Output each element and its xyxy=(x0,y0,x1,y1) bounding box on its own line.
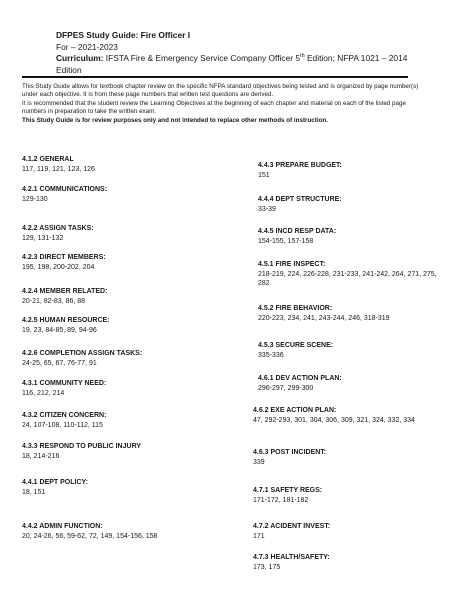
objective-pages: 171-172, 181-182 xyxy=(253,496,309,504)
objective-item xyxy=(22,411,106,430)
intro-p1: This Study Guide allows for textbook chapter review on the specific NFPA standard objectives being tested and is organized by page number(s) under each objective. It is from these page numbers that written test questions are derived. xyxy=(22,83,419,99)
objective-pages: 18, 214-216 xyxy=(22,452,60,460)
objective-item xyxy=(22,379,106,398)
objective-item xyxy=(258,161,342,180)
objective-title: 4.5.2 FIRE BEHAVIOR: xyxy=(258,305,333,312)
objective-pages: 20-21, 82-83, 86, 88 xyxy=(22,297,86,305)
objective-pages: 116, 212, 214 xyxy=(22,389,65,397)
document-title: DFPES Study Guide: Fire Officer I xyxy=(56,30,191,40)
objective-item xyxy=(22,253,106,272)
objective-item xyxy=(258,260,438,289)
objective-item xyxy=(22,349,142,368)
objective-pages: 335-336 xyxy=(258,351,284,359)
objective-title: 4.1.2 GENERAL xyxy=(22,156,74,163)
intro-p2: It is recommended that the student review the Learning Objectives at the beginning of each chapter and material on each of the listed page numbers in preparation to take the written exam. xyxy=(22,99,406,116)
objective-pages: 24-25, 65, 67, 76-77, 91 xyxy=(22,359,97,367)
objective-title: 4.7.3 HEALTH/SAFETY: xyxy=(253,554,330,561)
objective-title: 4.2.1 COMMUNICATIONS: xyxy=(22,186,108,193)
objective-title: 4.2.5 HUMAN RESOURCE: xyxy=(22,317,110,324)
objective-item xyxy=(258,374,342,393)
objective-item xyxy=(22,522,207,541)
objective-title: 4.4.1 DEPT POLICY: xyxy=(22,479,88,486)
objective-item xyxy=(22,442,141,461)
objective-item xyxy=(22,224,94,243)
for-line: For – 2021-2023 xyxy=(56,41,118,52)
objective-title: 4.2.6 COMPLETION ASSIGN TASKS: xyxy=(22,350,143,357)
objective-item xyxy=(258,304,390,323)
objective-item xyxy=(253,448,326,467)
objective-pages: 195, 198, 200-202, 204 xyxy=(22,263,95,271)
objective-pages: 19, 23, 84-85, 89, 94-96 xyxy=(22,326,97,334)
objective-pages: 220-223, 234, 241, 243-244, 246, 318-319 xyxy=(258,314,390,322)
objective-item xyxy=(253,486,322,505)
objective-pages: 151 xyxy=(258,171,270,179)
objective-title: 4.4.5 INCD RESP DATA: xyxy=(258,228,337,235)
objective-item xyxy=(22,478,88,497)
objective-title: 4.5.1 FIRE INSPECT: xyxy=(258,261,326,268)
objective-title: 4.3.3 RESPOND TO PUBLIC INJURY xyxy=(22,443,142,450)
objective-title: 4.2.4 MEMBER RELATED: xyxy=(22,288,108,295)
objective-pages: 296-297, 299-300 xyxy=(258,384,314,392)
objective-title: 4.3.1 COMMUNITY NEED: xyxy=(22,380,107,387)
objective-item xyxy=(22,185,107,204)
objective-title: 4.7.1 SAFETY REGS: xyxy=(253,487,323,494)
objective-title: 4.2.2 ASSIGN TASKS: xyxy=(22,225,94,232)
objective-pages: 117, 119, 121, 123, 126 xyxy=(22,165,95,173)
objective-title: 4.7.2 ACIDENT INVEST: xyxy=(253,523,331,530)
intro-paragraph xyxy=(22,83,422,125)
objective-pages: 129-130 xyxy=(22,195,48,203)
objective-pages: 154-155, 157-158 xyxy=(258,237,314,245)
document-header xyxy=(56,30,416,76)
objective-pages: 339 xyxy=(253,458,265,466)
objective-pages: 24, 107-108, 110-112, 115 xyxy=(22,421,103,429)
objective-item xyxy=(253,553,330,572)
objective-pages: 33-39 xyxy=(258,205,276,213)
curriculum-label: Curriculum: xyxy=(56,53,104,63)
objective-pages: 20, 24-26, 56, 59-62, 72, 149, 154-156, 158 xyxy=(22,532,158,540)
objective-item xyxy=(22,155,95,174)
objective-title: 4.5.3 SECURE SCENE: xyxy=(258,342,334,349)
objective-item xyxy=(22,316,110,335)
objective-title: 4.3.2 CITIZEN CONCERN: xyxy=(22,412,107,419)
intro-p3: This Study Guide is for review purposes only and not intended to replace other methods of instruction. xyxy=(22,116,328,124)
objective-item xyxy=(258,341,333,360)
objective-pages: 218-219, 224, 226-228, 231-233, 241-242, 264, 271, 275, 282 xyxy=(258,270,437,288)
objective-pages: 47, 292-293, 301, 304, 306, 309, 321, 324, 332, 334 xyxy=(253,416,415,424)
objective-title: 4.6.1 DEV ACTION PLAN: xyxy=(258,375,342,382)
objective-item xyxy=(258,227,336,246)
edition-superscript: th xyxy=(300,53,305,60)
objective-title: 4.4.2 ADMIN FUNCTION: xyxy=(22,523,103,530)
objective-title: 4.2.3 DIRECT MEMBERS: xyxy=(22,254,106,261)
objective-pages: 129, 131-132 xyxy=(22,234,64,242)
objective-title: 4.6.2 EXE ACTION PLAN: xyxy=(253,407,337,414)
objective-title: 4.6.3 POST INCIDENT: xyxy=(253,449,327,456)
curriculum-text: IFSTA Fire & Emergency Service Company Officer 5 xyxy=(103,53,301,63)
objective-pages: 173, 175 xyxy=(253,563,281,571)
objective-pages: 171 xyxy=(253,532,265,540)
curriculum-line xyxy=(56,53,416,65)
objective-item xyxy=(22,287,107,306)
objective-pages: 18, 151 xyxy=(22,488,46,496)
objective-item xyxy=(253,522,330,541)
objective-title: 4.4.4 DEPT STRUCTURE: xyxy=(258,196,342,203)
objective-item xyxy=(258,195,342,214)
header-divider xyxy=(22,76,408,78)
curriculum-edition: Edition xyxy=(56,64,82,75)
curriculum-text-cont: Edition; NFPA 1021 – 2014 xyxy=(304,53,408,63)
objective-title: 4.4.3 PREPARE BUDGET: xyxy=(258,162,342,169)
objective-item xyxy=(253,406,415,425)
